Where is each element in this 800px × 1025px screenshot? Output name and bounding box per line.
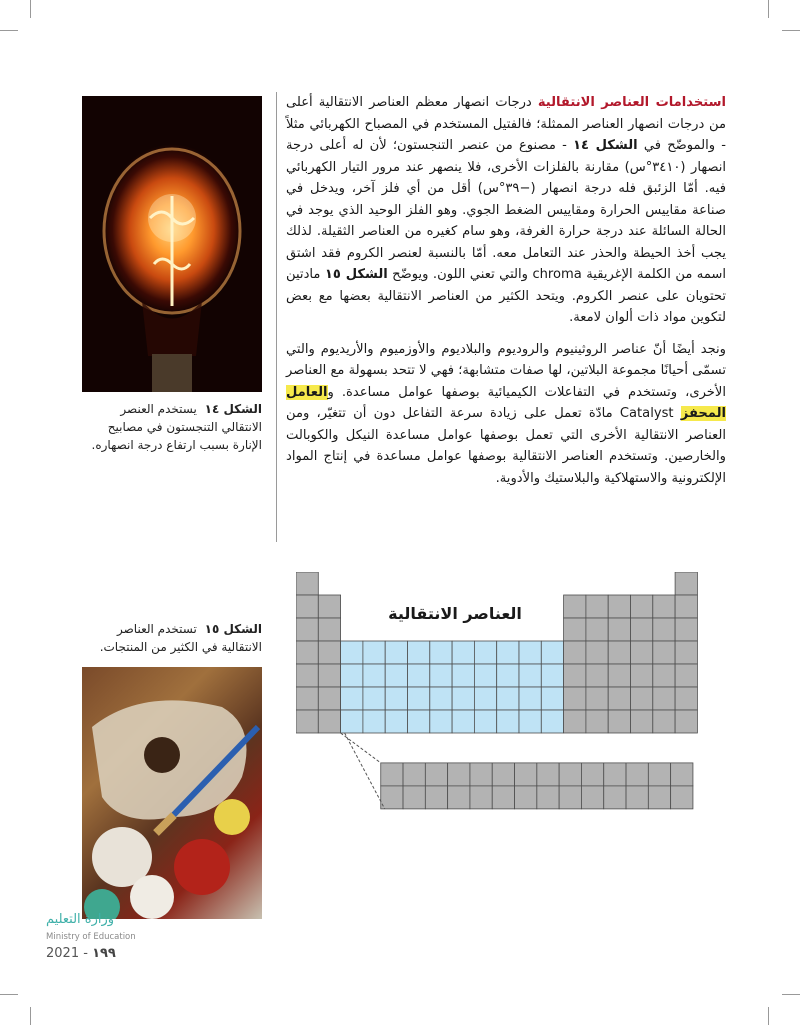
element-cell xyxy=(564,664,586,687)
page-number-arabic: ١٩٩ xyxy=(92,946,116,961)
transition-element-cell xyxy=(408,710,430,733)
transition-element-cell xyxy=(541,664,563,687)
crop-mark xyxy=(768,0,769,18)
element-cell xyxy=(675,664,697,687)
highlighted-term: العامل المحفز xyxy=(286,384,726,421)
figure-reference: الشكل ١٤ xyxy=(573,138,638,153)
transition-element-cell xyxy=(341,687,363,710)
f-block-cell xyxy=(626,786,648,809)
paragraph-platinum-group xyxy=(286,339,726,490)
f-block-cell xyxy=(559,786,581,809)
page-number: 2021 - ١٩٩ xyxy=(46,946,116,961)
element-cell xyxy=(586,687,608,710)
element-cell xyxy=(318,687,340,710)
crop-mark xyxy=(782,30,800,31)
transition-element-cell xyxy=(474,687,496,710)
transition-element-cell xyxy=(363,664,385,687)
element-cell xyxy=(631,641,653,664)
element-cell xyxy=(318,595,340,618)
transition-element-cell xyxy=(363,710,385,733)
year: 2021 xyxy=(46,946,80,961)
element-cell xyxy=(586,641,608,664)
f-block-cell xyxy=(648,763,670,786)
element-cell xyxy=(318,618,340,641)
f-block-cell xyxy=(604,763,626,786)
caption-text: يستخدم العنصر الانتقالي التنجستون في مصابيح الإنارة بسبب ارتفاع درجة انصهاره. xyxy=(91,402,262,452)
figure-reference: الشكل ١٥ xyxy=(324,267,388,282)
paragraph-text: مادتين تحتويان على عنصر الكروم. ويتحد الكثير من العناصر الانتقالية بعضها مع بعض لتكوين مواد ذات ألوان لامعة. xyxy=(286,267,726,325)
element-cell xyxy=(675,618,697,641)
f-block-cell xyxy=(425,763,447,786)
f-block-cell xyxy=(448,786,470,809)
element-cell xyxy=(608,664,630,687)
element-cell xyxy=(675,710,697,733)
paragraph-text: Catalyst مادّة تعمل على زيادة سرعة التفاعل دون أن تتغيّر، ومن العناصر الانتقالية الأخرى التي تعمل بوصفها عوامل مساعدة النيكل والكوبالت والخارصين. وتستخدم العناصر الانتقالية بوصفها عوامل مساعدة في إنتاج المواد الإلكترونية والاستهلاكية والبلاستيك والأدوية. xyxy=(286,406,726,486)
element-cell xyxy=(296,595,318,618)
light-bulb-photo xyxy=(82,96,262,392)
element-cell xyxy=(608,641,630,664)
f-block-cell xyxy=(537,763,559,786)
transition-element-cell xyxy=(474,710,496,733)
transition-element-cell xyxy=(452,664,474,687)
element-cell xyxy=(631,710,653,733)
transition-element-cell xyxy=(497,687,519,710)
figure-label: الشكل ١٥ xyxy=(204,622,262,636)
figure-label: الشكل ١٤ xyxy=(204,402,262,416)
f-block-cell xyxy=(492,763,514,786)
element-cell xyxy=(631,687,653,710)
f-block-cell xyxy=(492,786,514,809)
transition-element-cell xyxy=(408,664,430,687)
f-block-cell xyxy=(403,786,425,809)
ministry-logo-english: Ministry of Education xyxy=(46,932,136,942)
transition-element-cell xyxy=(541,641,563,664)
paragraph-text: - مصنوع من عنصر التنجستون؛ لأن له أعلى درجة انصهار (٣٤١٠°س) مقارنة بالفلزات الأخرى، فلا ينصهر عند مرور التيار الكهربائي فيه. أمّا الزئبق فله درجة انصهار (−٣٩°س) أقل من أي فلز آخر، ويدخل في صناعة مقاييس الحرارة ومقاييس الضغط الجوي. وهو الفلز الوحيد الذي يوجد في الحالة السائلة عند درجة حرارة الغرفة، وهو سام كغيره من العناصر الثقيلة. لذلك يجب أخذ الحيطة والحذر عند التعامل معه. أمّا بالنسبة لعنصر الكروم فقد اشتق اسمه من الكلمة الإغريقية chroma والتي تعني اللون. ويوضّح xyxy=(286,138,727,282)
element-cell xyxy=(296,572,318,595)
f-block-cell xyxy=(470,763,492,786)
f-block-cell xyxy=(403,763,425,786)
element-cell xyxy=(564,687,586,710)
transition-element-cell xyxy=(385,687,407,710)
element-cell xyxy=(675,687,697,710)
element-cell xyxy=(653,710,675,733)
transition-element-cell xyxy=(363,687,385,710)
paragraph-transition-uses xyxy=(286,92,726,329)
caption-text: تستخدم العناصر الانتقالية في الكثير من المنتجات. xyxy=(99,622,262,654)
f-block-cell xyxy=(581,763,603,786)
element-cell xyxy=(631,618,653,641)
element-cell xyxy=(296,687,318,710)
body-text xyxy=(286,92,726,499)
f-block-cell xyxy=(604,786,626,809)
element-cell xyxy=(564,595,586,618)
crop-mark xyxy=(768,1007,769,1025)
transition-element-cell xyxy=(541,687,563,710)
f-block-cell xyxy=(448,763,470,786)
paint-palette-photo xyxy=(82,667,262,919)
column-divider xyxy=(276,92,277,542)
transition-element-cell xyxy=(341,664,363,687)
crop-mark xyxy=(30,1007,31,1025)
transition-element-cell xyxy=(519,641,541,664)
f-block-cell xyxy=(626,763,648,786)
crop-mark xyxy=(782,994,800,995)
element-cell xyxy=(318,641,340,664)
element-cell xyxy=(296,710,318,733)
crop-mark xyxy=(0,994,18,995)
transition-element-cell xyxy=(497,664,519,687)
element-cell xyxy=(586,710,608,733)
element-cell xyxy=(296,664,318,687)
transition-element-cell xyxy=(497,641,519,664)
element-cell xyxy=(675,572,697,595)
transition-element-cell xyxy=(341,641,363,664)
element-cell xyxy=(631,595,653,618)
section-heading: استخدامات العناصر الانتقالية xyxy=(537,95,726,110)
crop-mark xyxy=(30,0,31,18)
f-block-cell xyxy=(648,786,670,809)
transition-element-cell xyxy=(541,710,563,733)
element-cell xyxy=(564,710,586,733)
transition-element-cell xyxy=(452,710,474,733)
element-cell xyxy=(631,664,653,687)
element-cell xyxy=(318,710,340,733)
transition-element-cell xyxy=(385,710,407,733)
element-cell xyxy=(608,618,630,641)
connector-line xyxy=(341,733,381,763)
f-block-cell xyxy=(381,786,403,809)
element-cell xyxy=(564,641,586,664)
transition-element-cell xyxy=(385,664,407,687)
element-cell xyxy=(653,641,675,664)
transition-element-cell xyxy=(341,710,363,733)
transition-element-cell xyxy=(430,641,452,664)
element-cell xyxy=(675,641,697,664)
figure-14-caption xyxy=(78,400,262,454)
f-block-cell xyxy=(515,763,537,786)
transition-element-cell xyxy=(430,687,452,710)
element-cell xyxy=(296,618,318,641)
connector-line xyxy=(345,733,385,809)
element-cell xyxy=(653,664,675,687)
element-cell xyxy=(675,595,697,618)
f-block-cell xyxy=(671,763,693,786)
transition-element-cell xyxy=(408,687,430,710)
transition-element-cell xyxy=(430,664,452,687)
element-cell xyxy=(586,618,608,641)
f-block-cell xyxy=(381,763,403,786)
transition-element-cell xyxy=(408,641,430,664)
element-cell xyxy=(564,618,586,641)
transition-element-cell xyxy=(363,641,385,664)
f-block-cell xyxy=(671,786,693,809)
f-block-cell xyxy=(515,786,537,809)
f-block-cell xyxy=(581,786,603,809)
element-cell xyxy=(608,710,630,733)
paragraph-text: درجات انصهار معظم العناصر الانتقالية أعلى من درجات انصهار العناصر الممثلة؛ فالفتيل المستخدم في المصباح الكهربائي مثلاً - والموضّح في xyxy=(286,95,726,153)
transition-element-cell xyxy=(519,664,541,687)
figure-15-caption xyxy=(78,620,262,656)
f-block-cell xyxy=(559,763,581,786)
transition-element-cell xyxy=(385,641,407,664)
transition-element-cell xyxy=(474,641,496,664)
element-cell xyxy=(296,641,318,664)
ministry-logo-arabic: وزارة التعليم xyxy=(46,912,115,927)
transition-element-cell xyxy=(452,687,474,710)
transition-element-cell xyxy=(497,710,519,733)
f-block-cell xyxy=(537,786,559,809)
element-cell xyxy=(586,595,608,618)
element-cell xyxy=(608,595,630,618)
transition-element-cell xyxy=(452,641,474,664)
transition-element-cell xyxy=(519,710,541,733)
paragraph-text: ونجد أيضًا أنّ عناصر الروثينيوم والروديوم والبلاديوم والأوزميوم والأريديوم والتي تسمّى أحيانًا مجموعة البلاتين، لها صفات متشابهة؛ فهي لا تتحد بسهولة مع العناصر الأخرى، وتستخدم في التفاعلات الكيميائية بوصفها عوامل مساعدة. و xyxy=(286,341,726,400)
transition-element-cell xyxy=(474,664,496,687)
f-block-cell xyxy=(470,786,492,809)
element-cell xyxy=(586,664,608,687)
element-cell xyxy=(318,664,340,687)
transition-elements-label: العناصر الانتقالية xyxy=(388,604,522,623)
transition-element-cell xyxy=(519,687,541,710)
element-cell xyxy=(653,595,675,618)
element-cell xyxy=(653,618,675,641)
element-cell xyxy=(653,687,675,710)
f-block-cell xyxy=(425,786,447,809)
crop-mark xyxy=(0,30,18,31)
element-cell xyxy=(608,687,630,710)
transition-element-cell xyxy=(430,710,452,733)
